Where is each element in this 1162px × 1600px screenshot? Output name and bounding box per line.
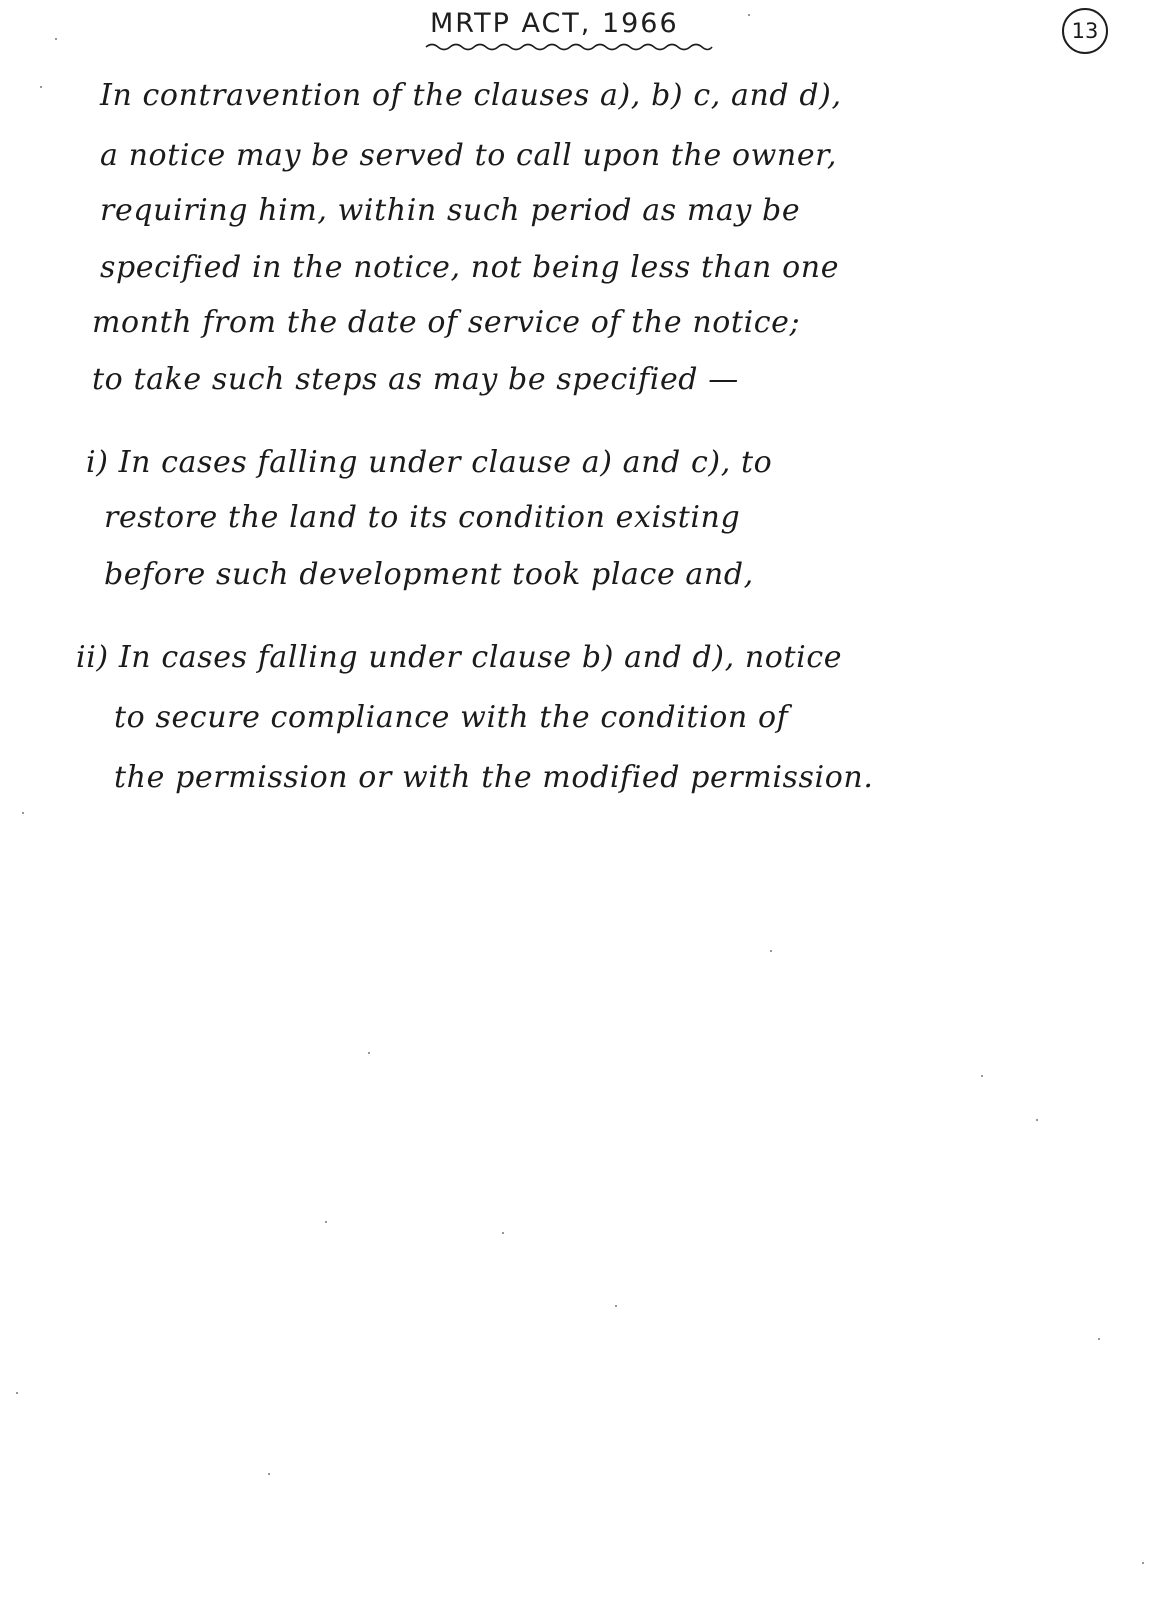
scan-speck bbox=[748, 14, 750, 16]
text-line: to secure compliance with the condition of bbox=[114, 700, 789, 735]
list-item-ii: ii) In cases falling under clause b) and d), notice bbox=[76, 640, 843, 675]
scan-speck bbox=[268, 1473, 270, 1475]
scan-speck bbox=[40, 86, 42, 88]
scan-speck bbox=[368, 1052, 370, 1054]
text-line: before such development took place and, bbox=[104, 557, 754, 592]
title-underline bbox=[424, 42, 714, 52]
text-line: restore the land to its condition existing bbox=[104, 500, 741, 535]
scan-speck bbox=[22, 812, 24, 814]
scan-speck bbox=[16, 1392, 18, 1394]
page-number: 13 bbox=[1062, 8, 1108, 54]
text-line: to take such steps as may be specified — bbox=[92, 362, 739, 397]
text-line: specified in the notice, not being less than one bbox=[100, 250, 840, 285]
text-line: the permission or with the modified permission. bbox=[114, 760, 874, 795]
text-line: a notice may be served to call upon the owner, bbox=[100, 138, 837, 173]
scan-speck bbox=[1098, 1338, 1100, 1340]
scan-speck bbox=[325, 1221, 327, 1223]
text-line: requiring him, within such period as may be bbox=[100, 193, 801, 228]
scan-speck bbox=[1036, 1119, 1038, 1121]
text-line: In contravention of the clauses a), b) c, and d), bbox=[100, 78, 842, 113]
scan-speck bbox=[1142, 1562, 1144, 1564]
scan-speck bbox=[615, 1305, 617, 1307]
text-line: month from the date of service of the notice; bbox=[92, 305, 801, 340]
scan-speck bbox=[55, 38, 57, 40]
scan-speck bbox=[770, 950, 772, 952]
list-item-i: i) In cases falling under clause a) and c), to bbox=[86, 445, 773, 480]
scan-speck bbox=[502, 1232, 504, 1234]
scan-speck bbox=[981, 1075, 983, 1077]
page-title: MRTP ACT, 1966 bbox=[430, 8, 679, 39]
